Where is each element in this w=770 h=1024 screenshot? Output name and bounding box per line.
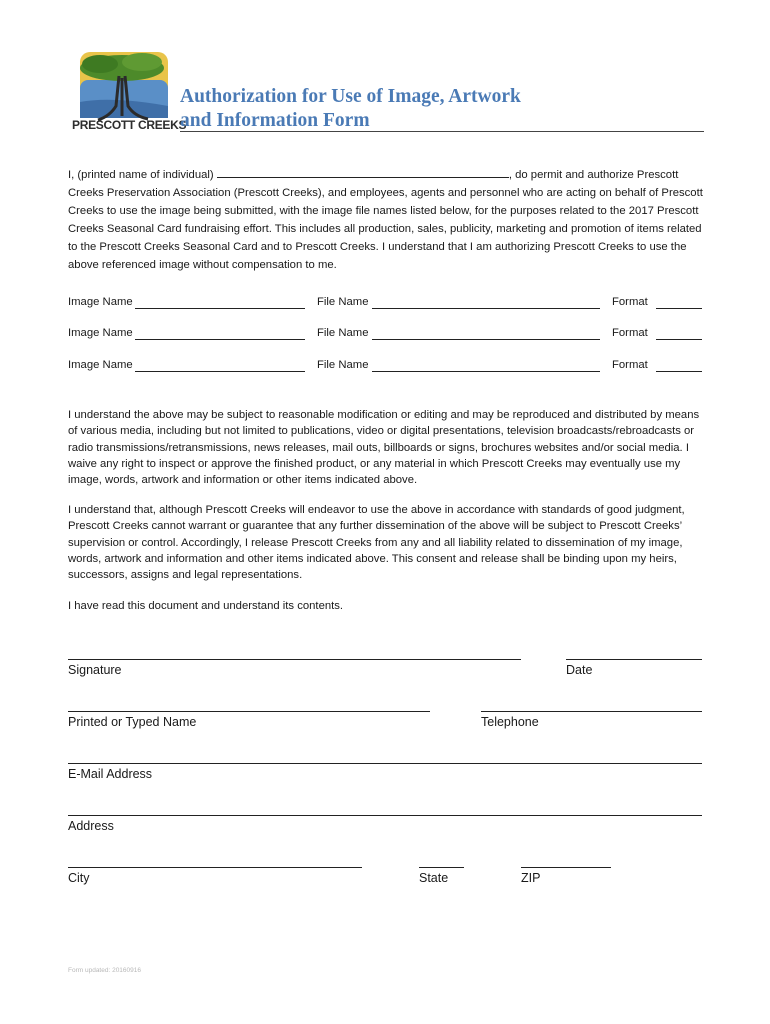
printed-name-blank[interactable] — [217, 166, 509, 178]
format-field[interactable] — [656, 308, 702, 309]
format-label: Format — [612, 359, 648, 371]
title-divider — [180, 131, 704, 132]
city-field[interactable] — [68, 867, 362, 868]
image-name-label: Image Name — [68, 359, 133, 371]
intro-paragraph — [68, 166, 704, 274]
zip-field[interactable] — [521, 867, 611, 868]
acknowledgement-paragraph: I have read this document and understand its contents. — [68, 600, 344, 612]
file-name-label: File Name — [317, 296, 369, 308]
image-name-label: Image Name — [68, 327, 133, 339]
image-name-label: Image Name — [68, 296, 133, 308]
format-label: Format — [612, 327, 648, 339]
printed-name-label: Printed or Typed Name — [68, 715, 197, 729]
liability-paragraph: I understand that, although Prescott Creeks will endeavor to use the above in accordance with standards of good judgment, Prescott Creeks cannot warrant or guarantee that any further dissemination of the above will be subject to Prescott Creeks’ supervision or control. Accordingly, I release Prescott Creeks from any and all liability related to dissemination of my image, words, artwork and information and other items indicated above. This consent and release shall be binding upon my heirs, successors, assigns and legal representations. — [68, 504, 685, 582]
printed-name-field[interactable] — [68, 711, 430, 712]
zip-label: ZIP — [521, 871, 541, 885]
file-name-label: File Name — [317, 327, 369, 339]
image-row-3 — [68, 359, 704, 375]
date-label: Date — [566, 663, 593, 677]
page-title — [180, 85, 521, 133]
address-field[interactable] — [68, 815, 702, 816]
format-field[interactable] — [656, 339, 702, 340]
media-release-paragraph: I understand the above may be subject to reasonable modification or editing and may be reproduced and distributed by means of various media, including but not limited to publications, video or digital presentations, television broadcasts/rebroadcasts or radio transmissions/retransmissions, news releases, mail outs, billboards or signs, brochures websites and/or social media. I waive any right to inspect or approve the finished product, or any material in which Prescott Creeks may eventually use my image, words, artwork and information or other items indicated above. — [68, 409, 700, 487]
city-label: City — [68, 871, 90, 885]
image-name-field[interactable] — [135, 339, 305, 340]
image-name-field[interactable] — [135, 308, 305, 309]
file-name-label: File Name — [317, 359, 369, 371]
telephone-label: Telephone — [481, 715, 539, 729]
email-field[interactable] — [68, 763, 702, 764]
form-updated-footer: Form updated: 20160916 — [68, 967, 141, 974]
image-row-2 — [68, 327, 704, 343]
file-name-field[interactable] — [372, 371, 600, 372]
address-label: Address — [68, 819, 114, 833]
state-label: State — [419, 871, 449, 885]
intro-body: Creeks Preservation Association (Prescott Creeks), and employees, agents and personnel who are acting on behalf of Prescott Creeks to use the image being submitted, with the image file names listed below, for the purposes related to the 2017 Prescott Creeks Seasonal Card fundraising effort. This includes all production, sales, publicity, marketing and promotion of items related to the Prescott Creeks Seasonal Card and to Prescott Creeks. I understand that I am authorizing Prescott Creeks to use the above referenced image without compensation to me. — [68, 187, 703, 271]
date-field[interactable] — [566, 659, 702, 660]
state-field[interactable] — [419, 867, 464, 868]
logo-text: PRESCOTT CREEKS — [72, 118, 187, 132]
title-line-1: Authorization for Use of Image, Artwork — [180, 86, 521, 107]
format-field[interactable] — [656, 371, 702, 372]
image-row-1 — [68, 296, 704, 312]
email-label: E-Mail Address — [68, 767, 153, 781]
signature-field[interactable] — [68, 659, 521, 660]
intro-suffix: , do permit and authorize Prescott — [508, 169, 679, 181]
file-name-field[interactable] — [372, 308, 600, 309]
image-name-field[interactable] — [135, 371, 305, 372]
file-name-field[interactable] — [372, 339, 600, 340]
telephone-field[interactable] — [481, 711, 702, 712]
signature-label: Signature — [68, 663, 122, 677]
format-label: Format — [612, 296, 648, 308]
intro-prefix: I, (printed name of individual) — [68, 169, 214, 181]
title-line-2: and Information Form — [180, 110, 370, 131]
